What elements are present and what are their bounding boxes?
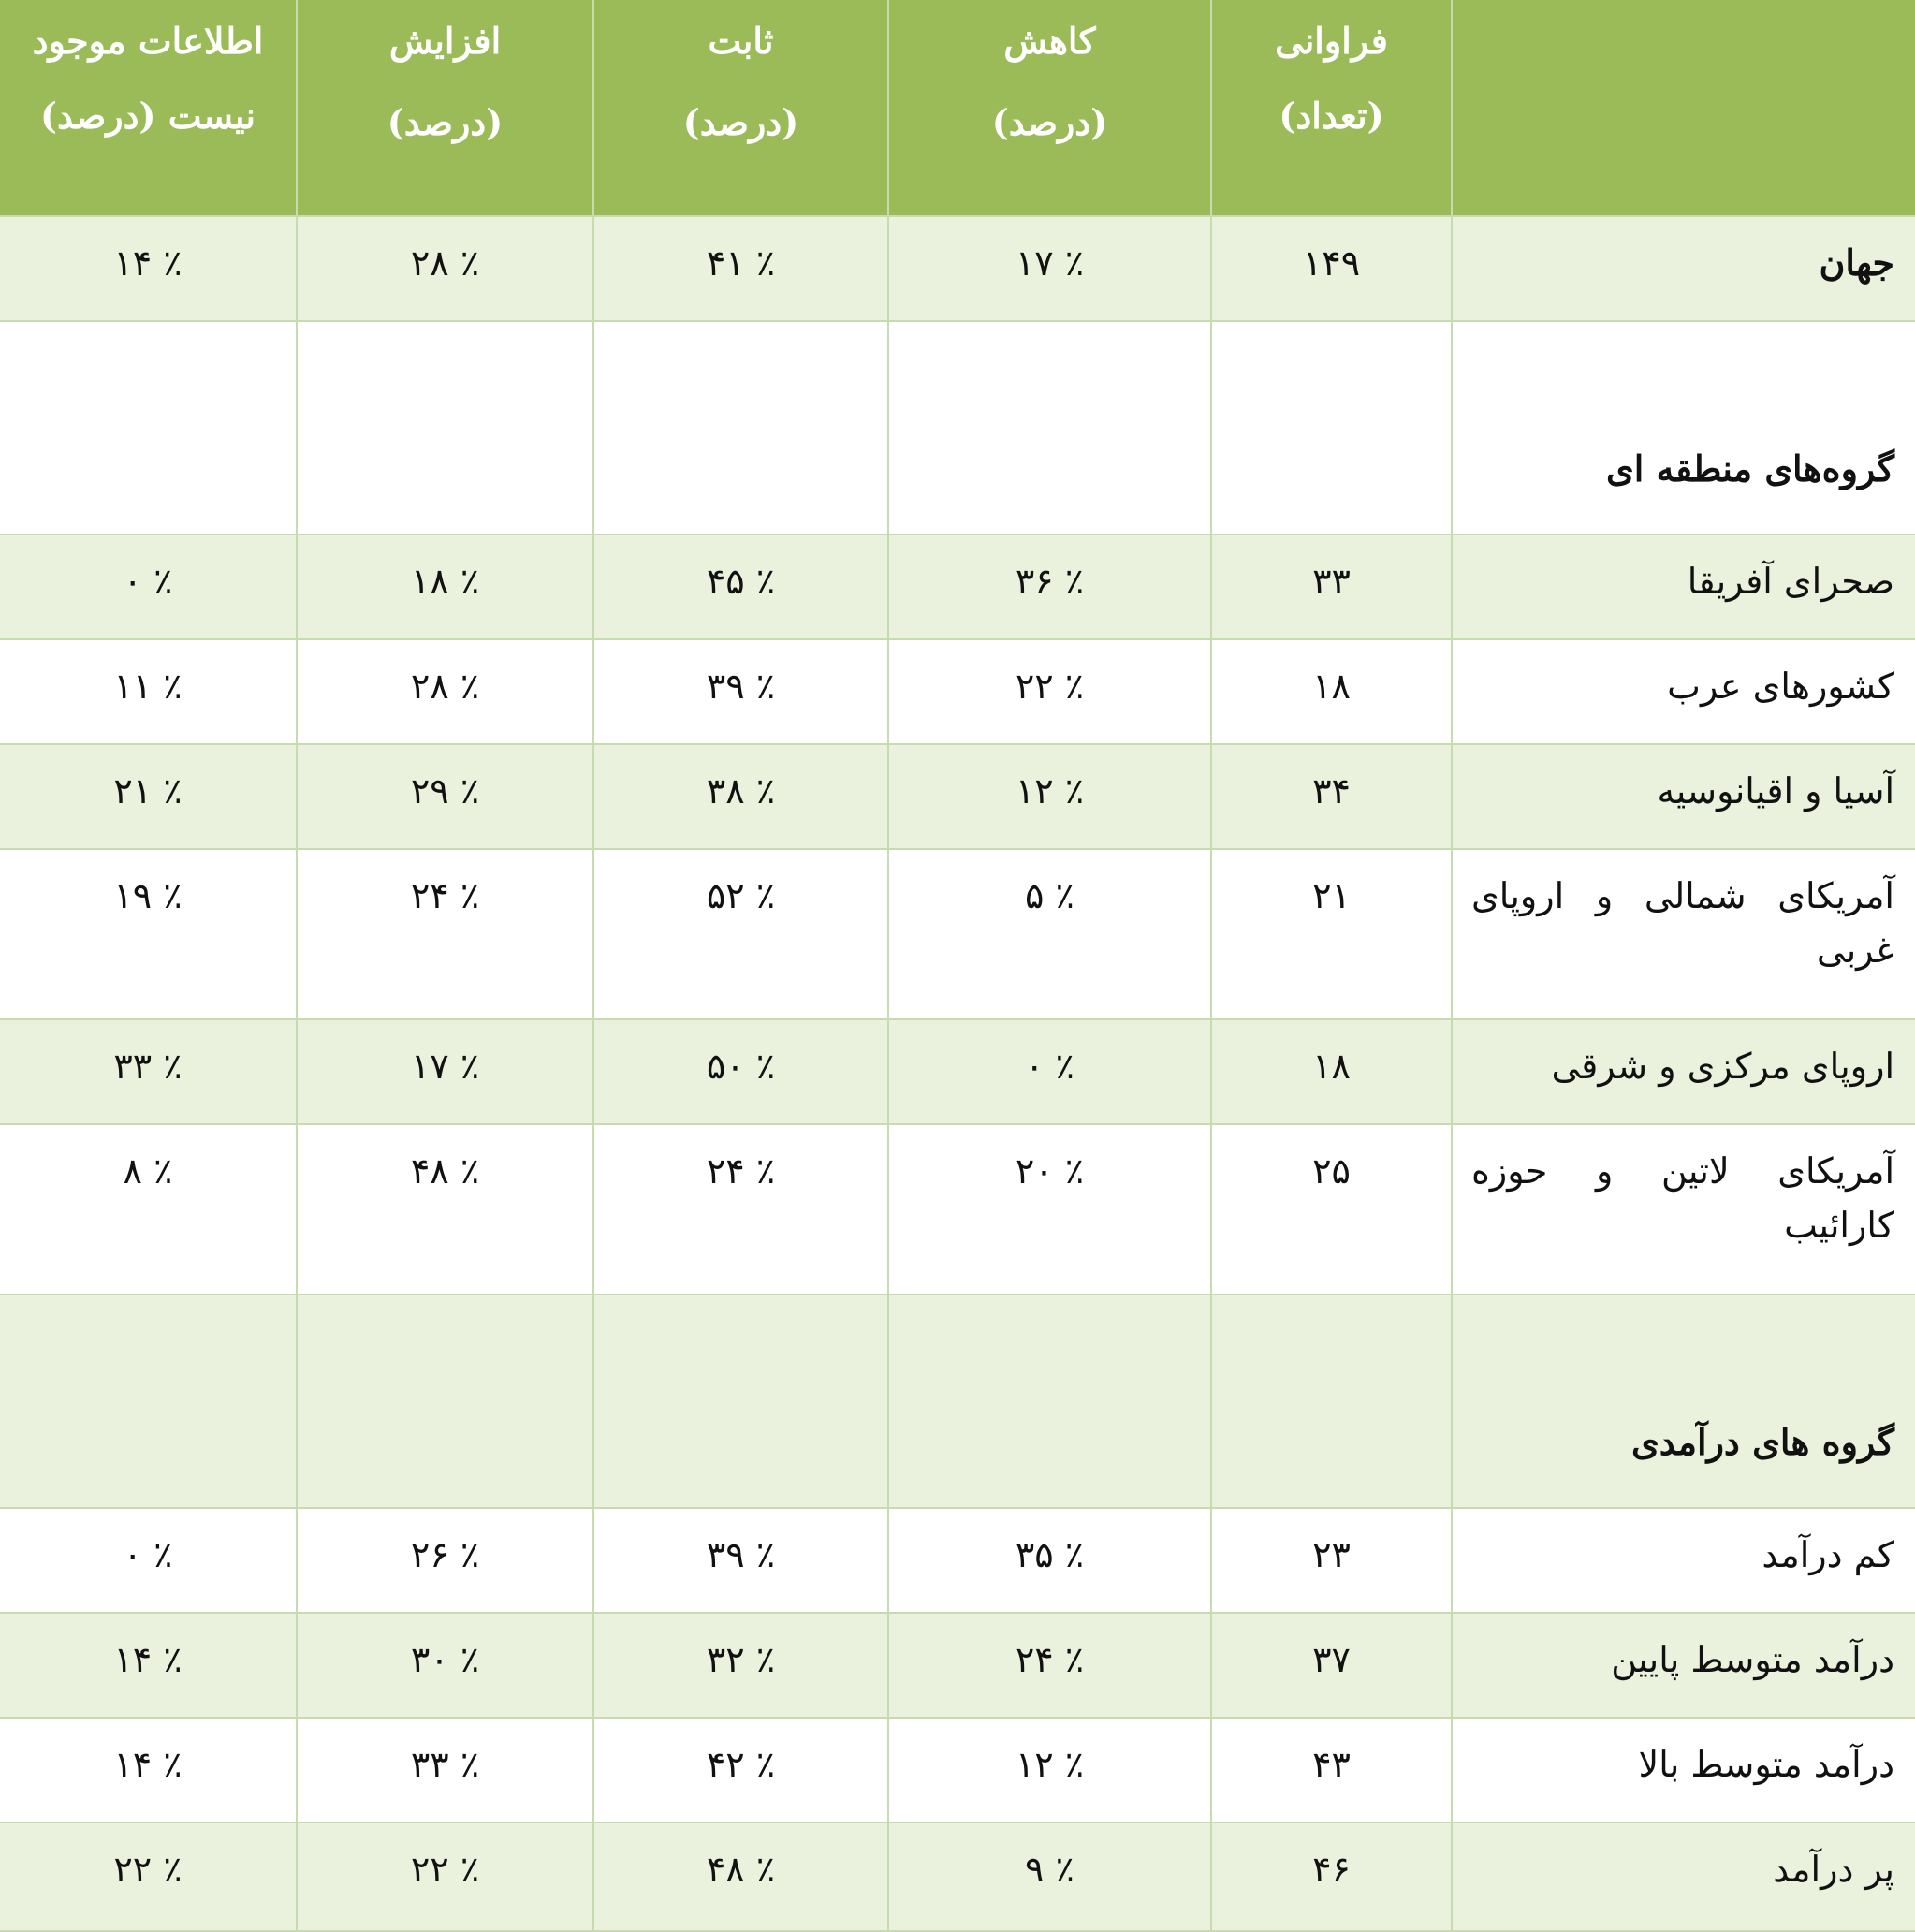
section-heading-regional [0,321,1915,534]
row-label: درآمد متوسط پایین [1452,1613,1915,1718]
header-no-data: اطلاعات موجود نیست (درصد) [0,0,297,216]
cell-decrease: ٪ ۰ [888,1019,1211,1124]
cell-stable: ٪ ۳۹ [593,1508,888,1613]
cell-stable: ٪ ۳۸ [593,744,888,849]
header-decrease: کاهش (درصد) [888,0,1211,216]
cell-frequency: ۳۴ [1211,744,1452,849]
cell-frequency: ۱۸ [1211,639,1452,744]
table-row-world [0,216,1915,321]
header-label-column [1452,0,1915,216]
row-label: اروپای مرکزی و شرقی [1452,1019,1915,1124]
cell-no-data: ٪ ۲۲ [0,1822,297,1931]
cell-decrease: ٪ ۱۲ [888,1718,1211,1822]
row-label: آسیا و اقیانوسیه [1452,744,1915,849]
cell-frequency: ۱۸ [1211,1019,1452,1124]
cell-decrease: ٪ ۲۲ [888,639,1211,744]
cell-stable: ٪ ۳۹ [593,639,888,744]
table-row [0,849,1915,1019]
section-title: گروه های درآمدی [1452,1295,1915,1508]
cell-frequency: ۱۴۹ [1211,216,1452,321]
row-label: جهان [1452,216,1915,321]
table-row [0,1613,1915,1718]
cell-no-data: ٪ ۲۱ [0,744,297,849]
cell-no-data: ٪ ۳۳ [0,1019,297,1124]
cell-no-data: ٪ ۱۱ [0,639,297,744]
row-label: کشورهای عرب [1452,639,1915,744]
row-label: آمریکای لاتین و حوزه کارائیب [1452,1124,1915,1295]
cell-no-data: ٪ ۱۴ [0,1718,297,1822]
header-frequency: فراوانی (تعداد) [1211,0,1452,216]
cell-decrease: ٪ ۱۷ [888,216,1211,321]
cell-frequency: ۲۳ [1211,1508,1452,1613]
cell-decrease: ٪ ۵ [888,849,1211,1019]
row-label: آمریکای شمالی و اروپای غربی [1452,849,1915,1019]
cell-increase: ٪ ۳۰ [297,1613,593,1718]
cell-frequency: ۲۱ [1211,849,1452,1019]
table-row [0,1124,1915,1295]
row-label: درآمد متوسط بالا [1452,1718,1915,1822]
cell-increase: ٪ ۲۸ [297,216,593,321]
row-label: صحرای آفریقا [1452,534,1915,639]
table-row [0,1822,1915,1931]
header-stable: ثابت (درصد) [593,0,888,216]
cell-stable: ٪ ۴۱ [593,216,888,321]
cell-increase: ٪ ۲۶ [297,1508,593,1613]
cell-stable: ٪ ۴۲ [593,1718,888,1822]
cell-increase: ٪ ۲۹ [297,744,593,849]
table-row [0,1508,1915,1613]
cell-no-data: ٪ ۱۴ [0,216,297,321]
section-title: گروه‌های منطقه ای [1452,321,1915,534]
table-row [0,744,1915,849]
cell-no-data: ٪ ۸ [0,1124,297,1295]
cell-no-data: ٪ ۱۴ [0,1613,297,1718]
cell-frequency: ۲۵ [1211,1124,1452,1295]
cell-decrease: ٪ ۱۲ [888,744,1211,849]
cell-no-data: ٪ ۰ [0,1508,297,1613]
cell-increase: ٪ ۴۸ [297,1124,593,1295]
section-heading-income [0,1295,1915,1508]
header-increase: افزایش (درصد) [297,0,593,216]
cell-increase: ٪ ۱۸ [297,534,593,639]
cell-increase: ٪ ۳۳ [297,1718,593,1822]
cell-frequency: ۴۶ [1211,1822,1452,1931]
cell-decrease: ٪ ۳۵ [888,1508,1211,1613]
cell-increase: ٪ ۲۲ [297,1822,593,1931]
cell-decrease: ٪ ۳۶ [888,534,1211,639]
table-row [0,1718,1915,1822]
row-label: پر درآمد [1452,1822,1915,1931]
cell-frequency: ۳۳ [1211,534,1452,639]
table-row [0,1019,1915,1124]
row-label: کم درآمد [1452,1508,1915,1613]
cell-no-data: ٪ ۱۹ [0,849,297,1019]
cell-no-data: ٪ ۰ [0,534,297,639]
cell-stable: ٪ ۵۰ [593,1019,888,1124]
table-row [0,639,1915,744]
header-row [0,0,1915,216]
cell-increase: ٪ ۱۷ [297,1019,593,1124]
cell-stable: ٪ ۲۴ [593,1124,888,1295]
cell-increase: ٪ ۲۸ [297,639,593,744]
cell-stable: ٪ ۳۲ [593,1613,888,1718]
cell-frequency: ۴۳ [1211,1718,1452,1822]
cell-decrease: ٪ ۲۰ [888,1124,1211,1295]
cell-decrease: ٪ ۹ [888,1822,1211,1931]
cell-stable: ٪ ۴۸ [593,1822,888,1931]
table-row [0,534,1915,639]
cell-stable: ٪ ۵۲ [593,849,888,1019]
cell-frequency: ۳۷ [1211,1613,1452,1718]
cell-decrease: ٪ ۲۴ [888,1613,1211,1718]
cell-stable: ٪ ۴۵ [593,534,888,639]
cell-increase: ٪ ۲۴ [297,849,593,1019]
